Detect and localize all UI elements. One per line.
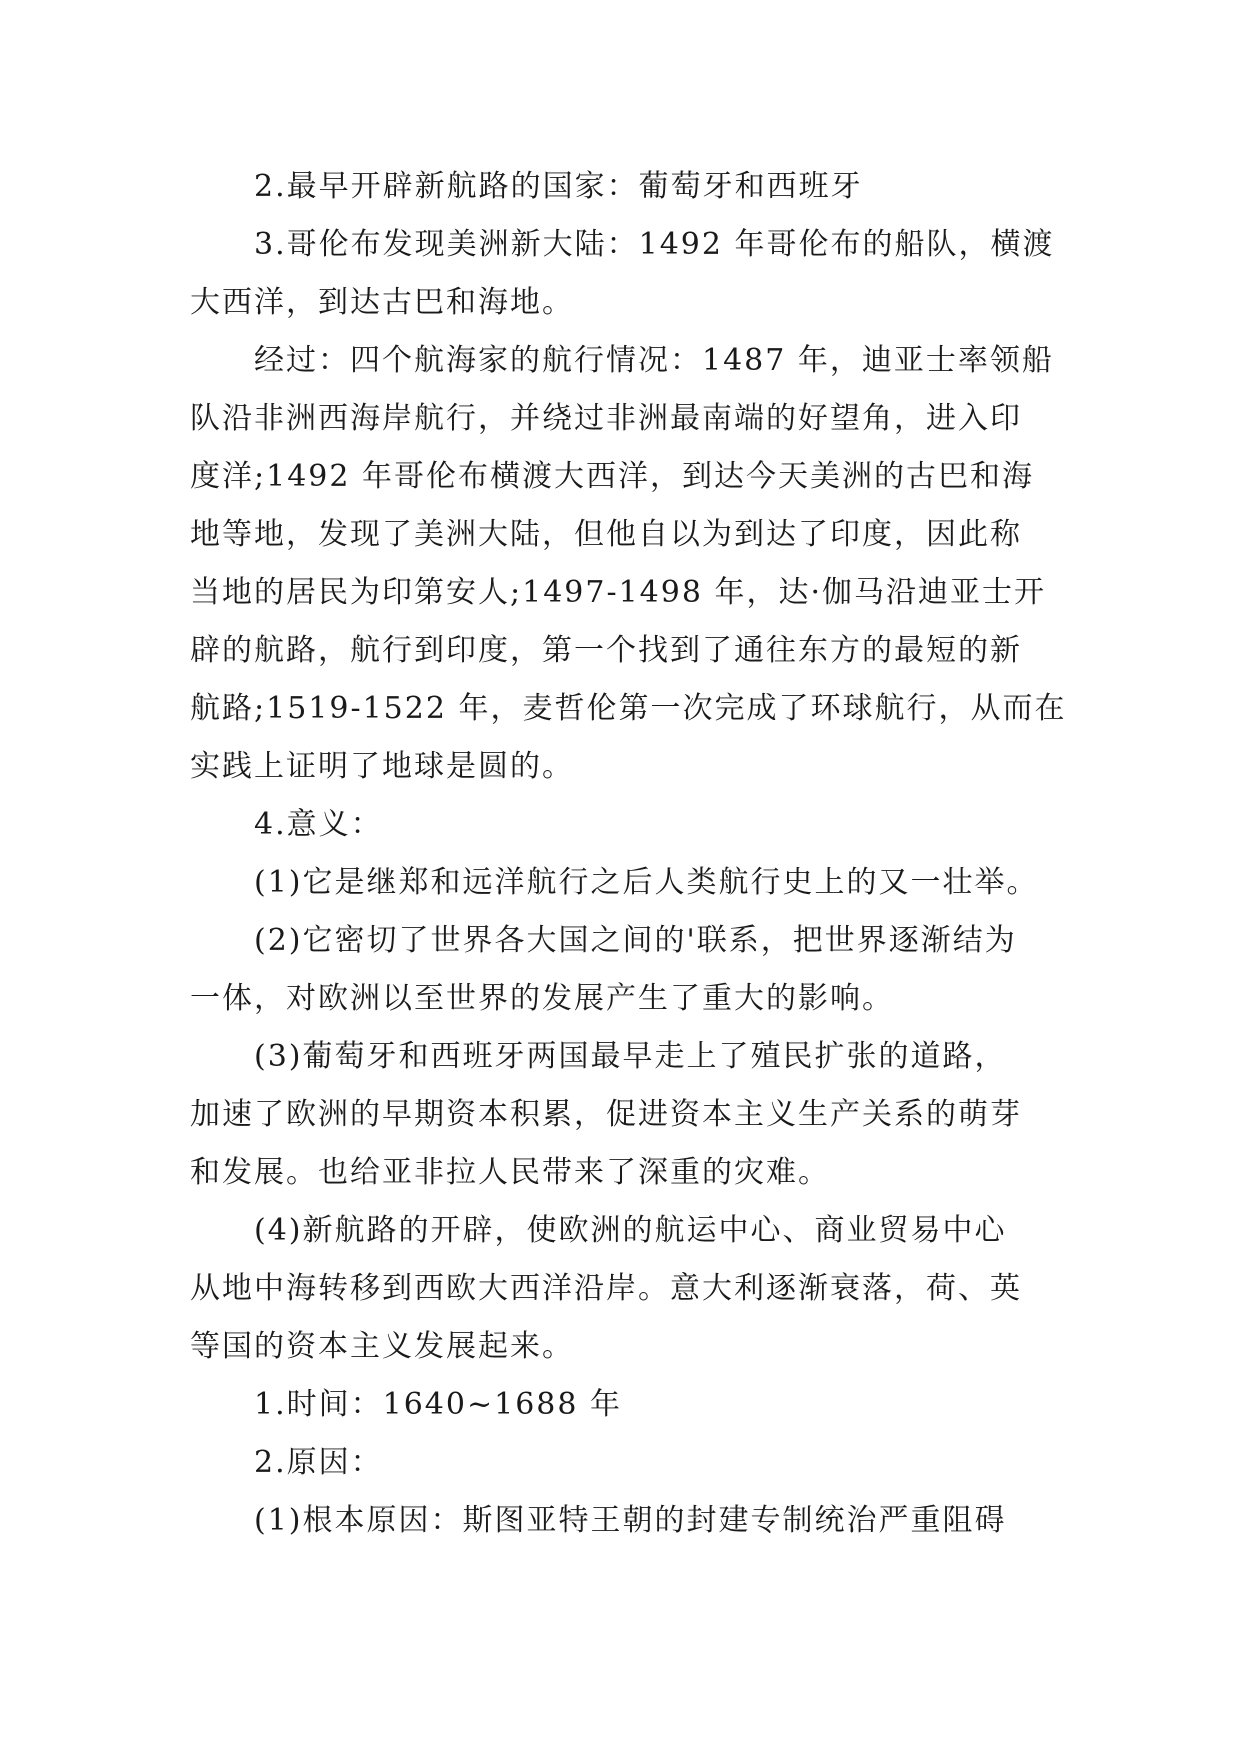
- text-line: 等国的资本主义发展起来。: [190, 1329, 574, 1364]
- text-line: 2.原因：: [254, 1445, 383, 1480]
- text-line: 1.时间：1640~1688 年: [254, 1387, 622, 1422]
- text-line: (1)它是继郑和远洋航行之后人类航行史上的又一壮举。: [254, 865, 1039, 900]
- text-line: (3)葡萄牙和西班牙两国最早走上了殖民扩张的道路，: [254, 1039, 1007, 1074]
- text-line: 当地的居民为印第安人;1497-1498 年，达·伽马沿迪亚士开: [190, 575, 1047, 610]
- text-line: 2.最早开辟新航路的国家：葡萄牙和西班牙: [254, 169, 863, 204]
- text-line: (2)它密切了世界各大国之间的'联系，把世界逐渐结为: [254, 923, 1017, 958]
- text-line: 队沿非洲西海岸航行，并绕过非洲最南端的好望角，进入印: [190, 401, 1022, 436]
- text-line: 从地中海转移到西欧大西洋沿岸。意大利逐渐衰落，荷、英: [190, 1271, 1022, 1306]
- text-line: 航路;1519-1522 年，麦哲伦第一次完成了环球航行，从而在: [190, 691, 1067, 726]
- text-line: 辟的航路，航行到印度，第一个找到了通往东方的最短的新: [190, 633, 1022, 668]
- text-line: 实践上证明了地球是圆的。: [190, 749, 574, 784]
- text-line: 3.哥伦布发现美洲新大陆：1492 年哥伦布的船队，横渡: [254, 227, 1055, 262]
- text-line: 加速了欧洲的早期资本积累，促进资本主义生产关系的萌芽: [190, 1097, 1022, 1132]
- text-line: 和发展。也给亚非拉人民带来了深重的灾难。: [190, 1155, 830, 1190]
- document-body: [190, 158, 1067, 1550]
- text-line: 一体，对欧洲以至世界的发展产生了重大的影响。: [190, 981, 894, 1016]
- text-line: 地等地，发现了美洲大陆，但他自以为到达了印度，因此称: [190, 517, 1022, 552]
- text-line: 4.意义：: [254, 807, 383, 842]
- text-line: (4)新航路的开辟，使欧洲的航运中心、商业贸易中心: [254, 1213, 1007, 1248]
- text-line: 度洋;1492 年哥伦布横渡大西洋，到达今天美洲的古巴和海: [190, 459, 1034, 494]
- text-line: (1)根本原因：斯图亚特王朝的封建专制统治严重阻碍: [254, 1503, 1007, 1538]
- text-line: 经过：四个航海家的航行情况：1487 年，迪亚士率领船: [254, 343, 1054, 378]
- text-line: 大西洋，到达古巴和海地。: [190, 285, 574, 320]
